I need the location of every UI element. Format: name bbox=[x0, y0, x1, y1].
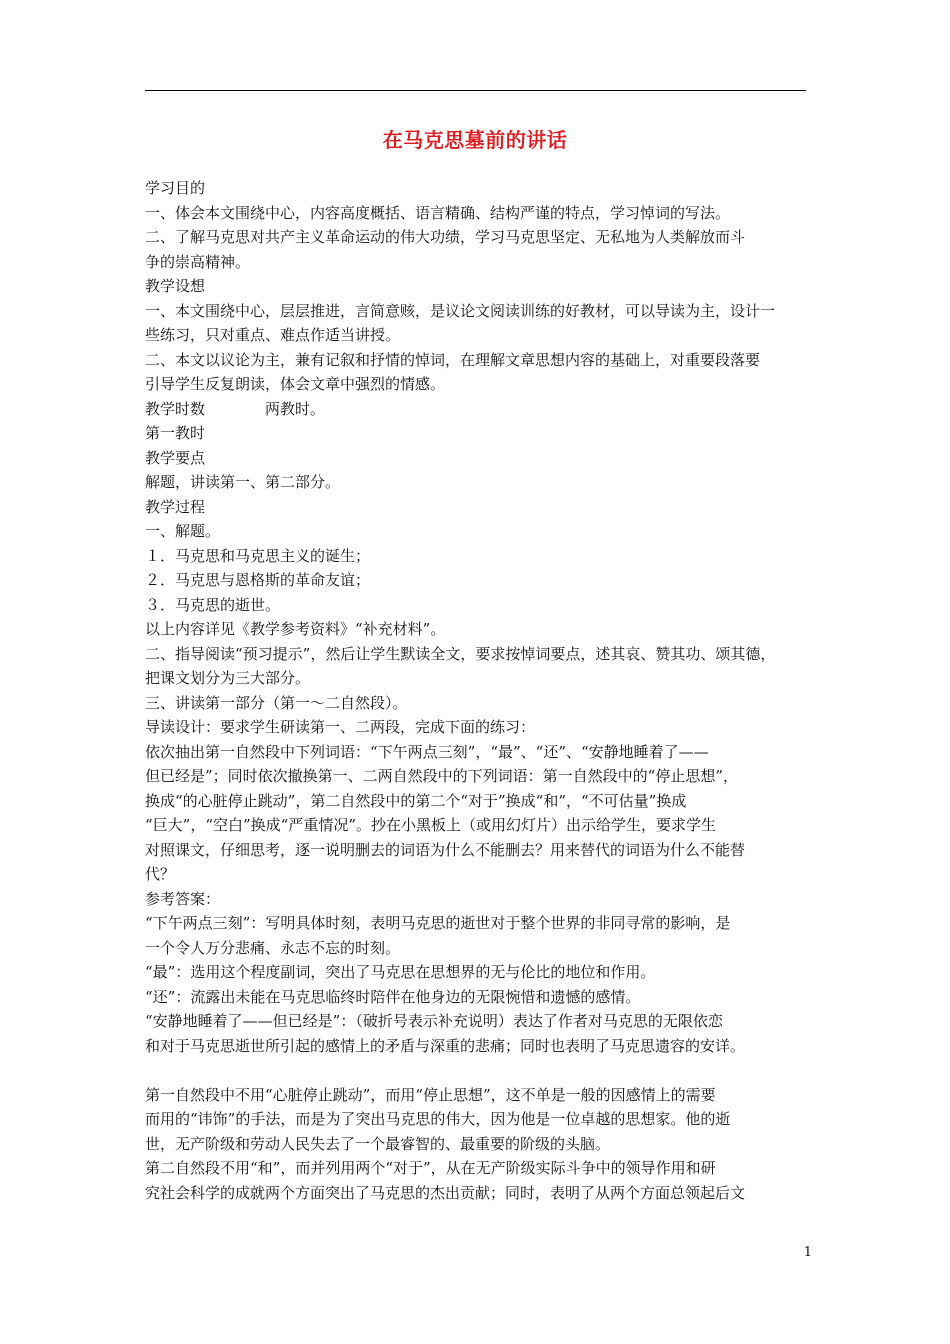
text-line: 第一自然段中不用“心脏停止跳动”，而用“停止思想”，这不单是一般的因感情上的需要 bbox=[145, 1085, 716, 1104]
blank-line bbox=[145, 1058, 815, 1083]
text-line: 对照课文，仔细思考，逐一说明删去的词语为什么不能删去？用来替代的词语为什么不能替 bbox=[145, 840, 746, 859]
text-line: 一、本文围绕中心，层层推进，言简意赅，是议论文阅读训练的好教材，可以导读为主，设计一 bbox=[145, 301, 776, 320]
text-line: 一、体会本文围绕中心，内容高度概括、语言精确、结构严谨的特点，学习悼词的写法。 bbox=[145, 203, 731, 222]
text-line: 引导学生反复朗读，体会文章中强烈的情感。 bbox=[145, 375, 446, 393]
text-line: ２．马克思与恩格斯的革命友谊； bbox=[145, 571, 371, 589]
text-line: 而用的“讳饰”的手法，而是为了突出马克思的伟大，因为他是一位卓越的思想家。他的逝 bbox=[145, 1110, 731, 1128]
text-line: 世，无产阶级和劳动人民失去了一个最睿智的、最重要的阶级的头脑。 bbox=[145, 1134, 611, 1153]
text-line: 把课文划分为三大部分。 bbox=[145, 669, 311, 687]
text-line: “安静地睡着了——但已经是”：（破折号表示补充说明）表达了作者对马克思的无限依恋 bbox=[145, 1012, 723, 1030]
text-line: 争的崇高精神。 bbox=[145, 252, 251, 271]
text-line: 解题，讲读第一、第二部分。 bbox=[145, 473, 341, 491]
header-rule bbox=[145, 90, 806, 91]
text-line: 以上内容详见《教学参考资料》“补充材料”。 bbox=[145, 620, 446, 638]
text-line: 二、本文以议论为主，兼有记叙和抒情的悼词，在理解文章思想内容的基础上，对重要段落要 bbox=[145, 350, 761, 369]
text-line: 教学设想 bbox=[145, 277, 206, 295]
text-line: “巨大”，“空白”换成“严重情况”。抄在小黑板上（或用幻灯片）出示给学生，要求学生 bbox=[145, 816, 717, 834]
text-line: “最”：选用这个程度副词，突出了马克思在思想界的无与伦比的地位和作用。 bbox=[145, 963, 656, 981]
document-body bbox=[145, 176, 815, 1205]
text-line: 学习目的 bbox=[145, 179, 206, 197]
text-line: 教学要点 bbox=[145, 448, 206, 467]
text-line: 教学时数 两教时。 bbox=[145, 399, 326, 418]
text-line: 究社会科学的成就两个方面突出了马克思的杰出贡献；同时，表明了从两个方面总领起后文 bbox=[145, 1183, 746, 1202]
text-line: 第一教时 bbox=[145, 424, 206, 442]
text-line: 二、了解马克思对共产主义革命运动的伟大功绩，学习马克思坚定、无私地为人类解放而斗 bbox=[145, 228, 746, 246]
text-line: 二、指导阅读“预习提示”，然后让学生默读全文，要求按悼词要点，述其哀、赞其功、颂其德， bbox=[145, 644, 776, 663]
text-line: ３．马克思的逝世。 bbox=[145, 595, 281, 614]
text-line: 依次抽出第一自然段中下列词语：“下午两点三刻”，“最”、“还”、“安静地睡着了—— bbox=[145, 742, 709, 761]
page-number: 1 bbox=[803, 1245, 812, 1260]
text-line: 一个令人万分悲痛、永志不忘的时刻。 bbox=[145, 938, 401, 957]
text-line: 参考答案： bbox=[145, 889, 221, 908]
text-line: 些练习，只对重点、难点作适当讲授。 bbox=[145, 326, 401, 344]
text-line: 和对于马克思逝世所引起的感情上的矛盾与深重的悲痛；同时也表明了马克思遗容的安详。 bbox=[145, 1036, 746, 1055]
text-line: １．马克思和马克思主义的诞生； bbox=[145, 546, 371, 565]
text-line: “下午两点三刻”：写明具体时刻，表明马克思的逝世对于整个世界的非同寻常的影响，是 bbox=[145, 914, 731, 932]
text-line: 第二自然段不用“和”，而并列用两个“对于”，从在无产阶级实际斗争中的领导作用和研 bbox=[145, 1159, 716, 1177]
text-line: 换成“的心脏停止跳动”，第二自然段中的第二个“对于”换成“和”，“不可估量”换成 bbox=[145, 791, 687, 810]
text-line: “还”：流露出未能在马克思临终时陪伴在他身边的无限惋惜和遗憾的感情。 bbox=[145, 987, 641, 1006]
text-line: 一、解题。 bbox=[145, 522, 221, 540]
text-line: 教学过程 bbox=[145, 497, 206, 516]
document-title: 在马克思墓前的讲话 bbox=[382, 128, 568, 152]
text-line: 代？ bbox=[145, 865, 176, 883]
text-line: 三、讲读第一部分（第一～二自然段）。 bbox=[145, 693, 408, 712]
text-line: 但已经是”；同时依次撤换第一、二两自然段中的下列词语：第一自然段中的“停止思想”， bbox=[145, 767, 739, 785]
text-line: 导读设计：要求学生研读第一、二两段，完成下面的练习： bbox=[145, 718, 536, 736]
